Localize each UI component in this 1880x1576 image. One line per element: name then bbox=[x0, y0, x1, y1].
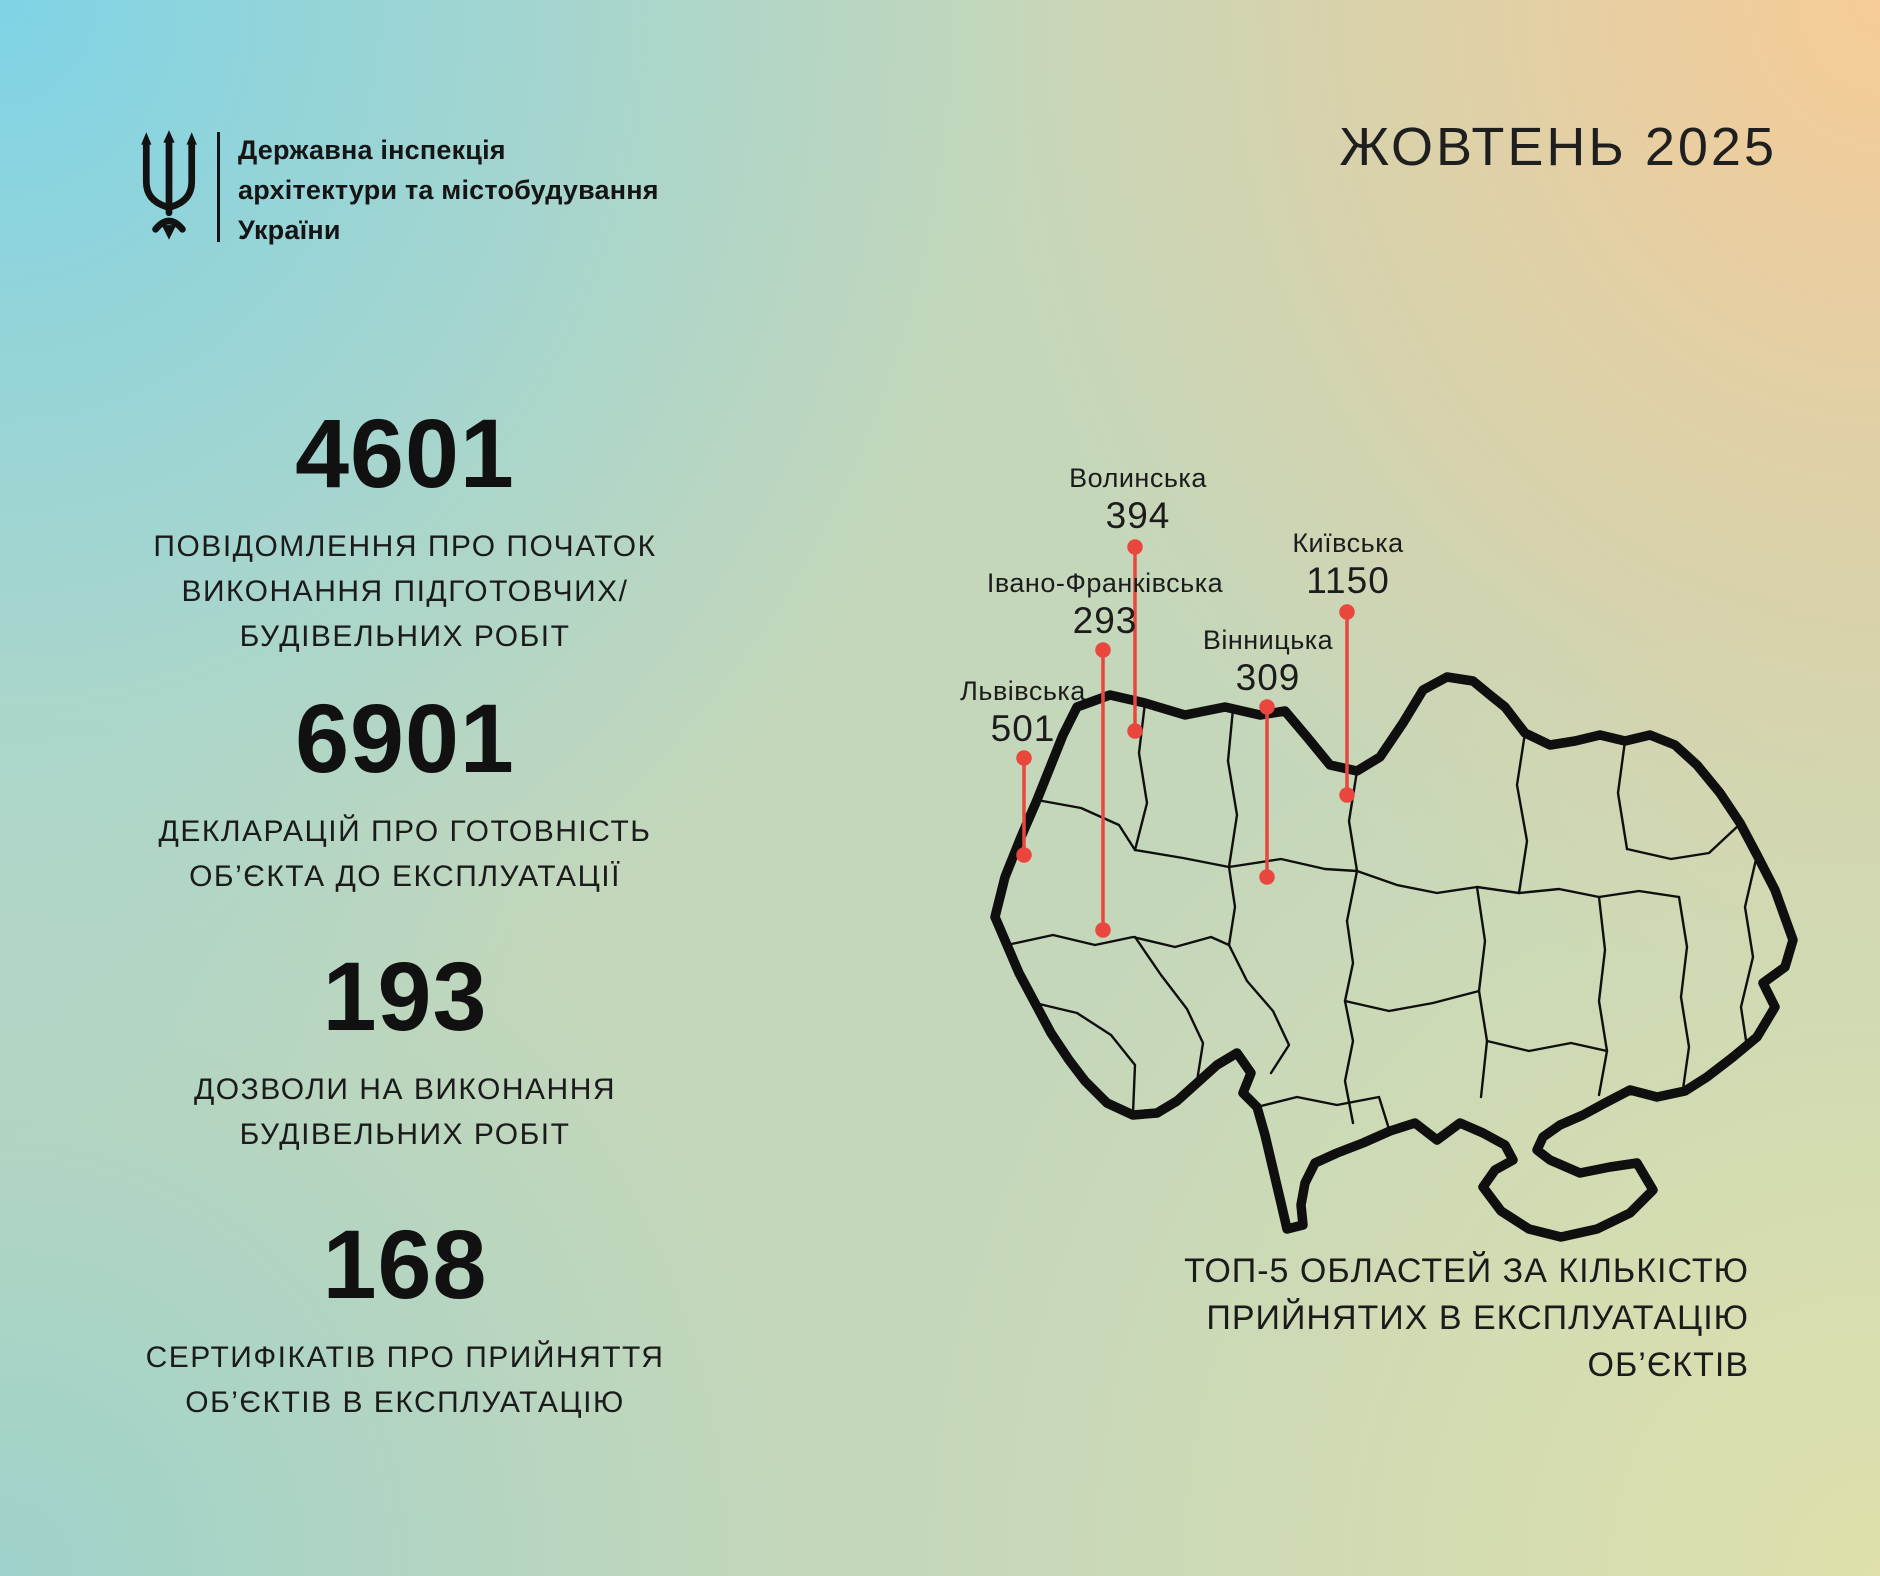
pin-dot bbox=[1129, 725, 1141, 737]
pin-label-vinnytska bbox=[1203, 624, 1333, 699]
ukraine-map-panel bbox=[780, 380, 1880, 1260]
ukraine-map bbox=[780, 380, 1880, 1260]
pin-region-value: 293 bbox=[1072, 600, 1138, 641]
pin-dot bbox=[1018, 849, 1030, 861]
stat-value: 193 bbox=[322, 942, 488, 1051]
stat-label: ДОЗВОЛИ НА ВИКОНАННЯ БУДІВЕЛЬНИХ РОБІТ bbox=[193, 1073, 617, 1151]
org-logo bbox=[137, 130, 659, 250]
stat-block-permits bbox=[95, 942, 715, 1157]
ukraine-outline bbox=[995, 677, 1793, 1237]
stat-label: ПОВІДОМЛЕННЯ ПРО ПОЧАТОК ВИКОНАННЯ ПІДГОТОВЧИХ/ БУДІВЕЛЬНИХ РОБІТ bbox=[153, 530, 657, 653]
stat-block-declarations bbox=[95, 684, 715, 899]
pin-dot bbox=[1341, 606, 1353, 618]
org-name-line: України bbox=[238, 215, 341, 245]
stat-label: СЕРТИФІКАТІВ ПРО ПРИЙНЯТТЯ ОБ’ЄКТІВ В ЕКСПЛУАТАЦІЮ bbox=[145, 1341, 665, 1419]
pin-label-ivano-frankivska bbox=[987, 567, 1223, 642]
pin-region-name: Вінницька bbox=[1202, 625, 1334, 655]
pin-region-value: 1150 bbox=[1306, 560, 1390, 601]
pin-dot bbox=[1097, 644, 1109, 656]
pin-region-name: Івано-Франківська bbox=[986, 568, 1224, 598]
pin-region-name: Львівська bbox=[960, 676, 1086, 706]
pin-label-kyivska bbox=[1292, 527, 1403, 602]
pin-dot bbox=[1129, 541, 1141, 553]
pin-ivano-frankivska bbox=[1097, 644, 1109, 936]
pin-region-value: 309 bbox=[1235, 657, 1301, 698]
org-name-line: архітектури та містобудування bbox=[238, 175, 659, 205]
tryzub-icon bbox=[137, 130, 201, 246]
stat-label: ДЕКЛАРАЦІЙ ПРО ГОТОВНІСТЬ ОБ’ЄКТА ДО ЕКСПЛУАТАЦІЇ bbox=[158, 815, 652, 893]
pin-dot bbox=[1018, 752, 1030, 764]
pin-label-lvivska bbox=[960, 675, 1086, 750]
pin-vinnytska bbox=[1261, 701, 1273, 883]
pin-region-value: 501 bbox=[990, 708, 1056, 749]
pin-dot bbox=[1261, 871, 1273, 883]
org-name bbox=[238, 130, 659, 250]
stat-value: 4601 bbox=[295, 399, 515, 508]
pin-region-value: 394 bbox=[1105, 495, 1171, 536]
stat-value: 6901 bbox=[295, 684, 515, 793]
period-title: ЖОВТЕНЬ 2025 bbox=[1339, 117, 1777, 177]
pin-dot bbox=[1261, 701, 1273, 713]
stat-value: 168 bbox=[322, 1210, 488, 1319]
pin-region-name: Київська bbox=[1292, 528, 1404, 558]
pin-dot bbox=[1341, 789, 1353, 801]
pin-region-name: Волинська bbox=[1069, 463, 1207, 493]
logo-divider bbox=[217, 132, 220, 242]
org-name-line: Державна інспекція bbox=[238, 135, 506, 165]
map-caption: ТОП-5 ОБЛАСТЕЙ ЗА КІЛЬКІСТЮ ПРИЙНЯТИХ В ЕКСПЛУАТАЦІЮ ОБ’ЄКТІВ bbox=[1184, 1252, 1749, 1384]
stat-block-notifications bbox=[95, 399, 715, 659]
stat-block-certificates bbox=[95, 1210, 715, 1425]
pin-label-volynska bbox=[1069, 462, 1207, 537]
oblast-borders bbox=[1007, 703, 1757, 1129]
pin-dot bbox=[1097, 924, 1109, 936]
